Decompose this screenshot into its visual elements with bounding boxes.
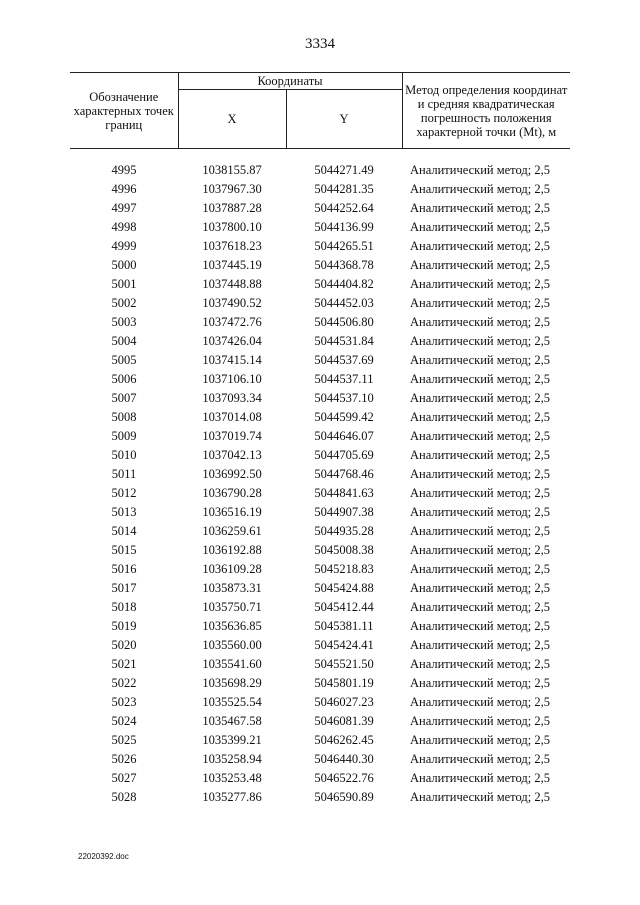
method-cell: Аналитический метод; 2,5 <box>410 334 550 348</box>
table-row <box>70 408 570 427</box>
point-id: 5003 <box>111 315 137 329</box>
y-coordinate: 5044537.69 <box>314 353 374 367</box>
y-coordinate: 5044935.28 <box>314 524 374 538</box>
table-row <box>70 149 570 181</box>
table-row <box>70 693 570 712</box>
method-cell: Аналитический метод; 2,5 <box>410 790 550 804</box>
x-coordinate: 1037042.13 <box>202 448 262 462</box>
x-coordinate: 1035258.94 <box>202 752 262 766</box>
method-cell: Аналитический метод; 2,5 <box>410 695 550 709</box>
y-coordinate: 5045008.38 <box>314 543 374 557</box>
x-coordinate: 1037426.04 <box>202 334 262 348</box>
point-id: 5025 <box>111 733 137 747</box>
y-coordinate: 5044252.64 <box>314 201 374 215</box>
table-row <box>70 750 570 769</box>
point-id: 4995 <box>111 163 137 177</box>
method-cell: Аналитический метод; 2,5 <box>410 467 550 481</box>
point-id: 5004 <box>111 334 137 348</box>
method-cell: Аналитический метод; 2,5 <box>410 505 550 519</box>
x-coordinate: 1035636.85 <box>202 619 262 633</box>
page-number: 3334 <box>305 36 335 52</box>
method-cell: Аналитический метод; 2,5 <box>410 638 550 652</box>
point-id: 5027 <box>111 771 137 785</box>
table-row <box>70 389 570 408</box>
table-row <box>70 313 570 332</box>
x-coordinate: 1036790.28 <box>202 486 262 500</box>
y-coordinate: 5044705.69 <box>314 448 374 462</box>
x-coordinate: 1037472.76 <box>202 315 262 329</box>
y-coordinate: 5045521.50 <box>314 657 374 671</box>
method-cell: Аналитический метод; 2,5 <box>410 657 550 671</box>
y-coordinate: 5044404.82 <box>314 277 374 291</box>
y-coordinate: 5046027.23 <box>314 695 374 709</box>
table-row <box>70 598 570 617</box>
point-id: 4997 <box>111 201 137 215</box>
y-coordinate: 5044907.38 <box>314 505 374 519</box>
method-cell: Аналитический метод; 2,5 <box>410 372 550 386</box>
point-id: 5019 <box>111 619 137 633</box>
point-id: 5028 <box>111 790 137 804</box>
method-cell: Аналитический метод; 2,5 <box>410 429 550 443</box>
method-cell: Аналитический метод; 2,5 <box>410 296 550 310</box>
table-row <box>70 275 570 294</box>
x-coordinate: 1035698.29 <box>202 676 262 690</box>
x-coordinate: 1035525.54 <box>202 695 262 709</box>
y-coordinate: 5044452.03 <box>314 296 374 310</box>
table-header <box>70 73 570 149</box>
x-coordinate: 1035277.86 <box>202 790 262 804</box>
method-cell: Аналитический метод; 2,5 <box>410 524 550 538</box>
point-id: 5020 <box>111 638 137 652</box>
x-coordinate: 1036992.50 <box>202 467 262 481</box>
y-coordinate: 5046522.76 <box>314 771 374 785</box>
y-coordinate: 5044537.10 <box>314 391 374 405</box>
x-coordinate: 1036192.88 <box>202 543 262 557</box>
method-cell: Аналитический метод; 2,5 <box>410 201 550 215</box>
y-coordinate: 5045424.41 <box>314 638 374 652</box>
y-coordinate: 5044537.11 <box>314 372 374 386</box>
y-coordinate: 5045801.19 <box>314 676 374 690</box>
method-cell: Аналитический метод; 2,5 <box>410 239 550 253</box>
method-cell: Аналитический метод; 2,5 <box>410 733 550 747</box>
method-cell: Аналитический метод; 2,5 <box>410 600 550 614</box>
y-coordinate: 5044265.51 <box>314 239 374 253</box>
point-id: 5012 <box>111 486 137 500</box>
method-cell: Аналитический метод; 2,5 <box>410 771 550 785</box>
y-coordinate: 5045424.88 <box>314 581 374 595</box>
point-id: 5026 <box>111 752 137 766</box>
x-coordinate: 1035873.31 <box>202 581 262 595</box>
y-coordinate: 5045412.44 <box>314 600 374 614</box>
point-id: 5005 <box>111 353 137 367</box>
table-row <box>70 674 570 693</box>
method-cell: Аналитический метод; 2,5 <box>410 182 550 196</box>
footer-filename: 22020392.doc <box>78 852 129 861</box>
header-method: Метод определения координат и средняя квадратическая погрешность положения характерной точки (Mt), м <box>402 73 570 149</box>
x-coordinate: 1037019.74 <box>202 429 262 443</box>
point-id: 5009 <box>111 429 137 443</box>
y-coordinate: 5044599.42 <box>314 410 374 424</box>
x-coordinate: 1035467.58 <box>202 714 262 728</box>
y-coordinate: 5046590.89 <box>314 790 374 804</box>
table-row <box>70 370 570 389</box>
y-coordinate: 5044368.78 <box>314 258 374 272</box>
point-id: 5008 <box>111 410 137 424</box>
method-cell: Аналитический метод; 2,5 <box>410 448 550 462</box>
table-row <box>70 560 570 579</box>
table-row <box>70 503 570 522</box>
table-row <box>70 712 570 731</box>
point-id: 5001 <box>111 277 137 291</box>
method-cell: Аналитический метод; 2,5 <box>410 619 550 633</box>
point-id: 5010 <box>111 448 137 462</box>
x-coordinate: 1035399.21 <box>202 733 262 747</box>
point-id: 5014 <box>111 524 137 538</box>
point-id: 5007 <box>111 391 137 405</box>
table-row <box>70 617 570 636</box>
method-cell: Аналитический метод; 2,5 <box>410 258 550 272</box>
x-coordinate: 1035541.60 <box>202 657 262 671</box>
x-coordinate: 1037887.28 <box>202 201 262 215</box>
x-coordinate: 1037415.14 <box>202 353 262 367</box>
table-row <box>70 427 570 446</box>
table-row <box>70 769 570 788</box>
table-row <box>70 788 570 807</box>
x-coordinate: 1037967.30 <box>202 182 262 196</box>
method-cell: Аналитический метод; 2,5 <box>410 353 550 367</box>
point-id: 5017 <box>111 581 137 595</box>
table-row <box>70 332 570 351</box>
x-coordinate: 1036109.28 <box>202 562 262 576</box>
x-coordinate: 1037618.23 <box>202 239 262 253</box>
method-cell: Аналитический метод; 2,5 <box>410 581 550 595</box>
x-coordinate: 1038155.87 <box>202 163 262 177</box>
y-coordinate: 5044768.46 <box>314 467 374 481</box>
header-x: X <box>178 90 286 149</box>
table-row <box>70 731 570 750</box>
point-id: 5023 <box>111 695 137 709</box>
y-coordinate: 5044281.35 <box>314 182 374 196</box>
point-id: 5006 <box>111 372 137 386</box>
point-id: 4996 <box>111 182 137 196</box>
header-coordinates: Координаты <box>178 73 402 90</box>
method-cell: Аналитический метод; 2,5 <box>410 562 550 576</box>
method-cell: Аналитический метод; 2,5 <box>410 752 550 766</box>
y-coordinate: 5044506.80 <box>314 315 374 329</box>
table-row <box>70 465 570 484</box>
y-coordinate: 5044271.49 <box>314 163 374 177</box>
point-id: 4999 <box>111 239 137 253</box>
table-row <box>70 180 570 199</box>
y-coordinate: 5045381.11 <box>314 619 374 633</box>
x-coordinate: 1037800.10 <box>202 220 262 234</box>
x-coordinate: 1035253.48 <box>202 771 262 785</box>
x-coordinate: 1037014.08 <box>202 410 262 424</box>
table-row <box>70 218 570 237</box>
table-row <box>70 522 570 541</box>
point-id: 5000 <box>111 258 137 272</box>
x-coordinate: 1037106.10 <box>202 372 262 386</box>
point-id: 5016 <box>111 562 137 576</box>
y-coordinate: 5046262.45 <box>314 733 374 747</box>
method-cell: Аналитический метод; 2,5 <box>410 543 550 557</box>
table-row <box>70 256 570 275</box>
y-coordinate: 5044136.99 <box>314 220 374 234</box>
point-id: 5021 <box>111 657 137 671</box>
coordinates-table <box>70 72 570 807</box>
x-coordinate: 1035560.00 <box>202 638 262 652</box>
table-row <box>70 237 570 256</box>
method-cell: Аналитический метод; 2,5 <box>410 486 550 500</box>
point-id: 5002 <box>111 296 137 310</box>
y-coordinate: 5046440.30 <box>314 752 374 766</box>
point-id: 4998 <box>111 220 137 234</box>
point-id: 5011 <box>111 467 137 481</box>
point-id: 5013 <box>111 505 137 519</box>
y-coordinate: 5044531.84 <box>314 334 374 348</box>
method-cell: Аналитический метод; 2,5 <box>410 277 550 291</box>
header-y: Y <box>286 90 402 149</box>
table-row <box>70 541 570 560</box>
x-coordinate: 1037445.19 <box>202 258 262 272</box>
table-body <box>70 149 570 808</box>
y-coordinate: 5044841.63 <box>314 486 374 500</box>
method-cell: Аналитический метод; 2,5 <box>410 163 550 177</box>
point-id: 5018 <box>111 600 137 614</box>
table-row <box>70 579 570 598</box>
x-coordinate: 1036259.61 <box>202 524 262 538</box>
method-cell: Аналитический метод; 2,5 <box>410 410 550 424</box>
table-row <box>70 446 570 465</box>
point-id: 5024 <box>111 714 137 728</box>
x-coordinate: 1037093.34 <box>202 391 262 405</box>
method-cell: Аналитический метод; 2,5 <box>410 220 550 234</box>
table-row <box>70 484 570 503</box>
table-row <box>70 351 570 370</box>
x-coordinate: 1035750.71 <box>202 600 262 614</box>
header-designation: Обозначение характерных точек границ <box>70 73 178 149</box>
table-row <box>70 636 570 655</box>
x-coordinate: 1037448.88 <box>202 277 262 291</box>
method-cell: Аналитический метод; 2,5 <box>410 714 550 728</box>
y-coordinate: 5046081.39 <box>314 714 374 728</box>
y-coordinate: 5044646.07 <box>314 429 374 443</box>
table-row <box>70 199 570 218</box>
x-coordinate: 1037490.52 <box>202 296 262 310</box>
point-id: 5022 <box>111 676 137 690</box>
y-coordinate: 5045218.83 <box>314 562 374 576</box>
method-cell: Аналитический метод; 2,5 <box>410 391 550 405</box>
point-id: 5015 <box>111 543 137 557</box>
x-coordinate: 1036516.19 <box>202 505 262 519</box>
method-cell: Аналитический метод; 2,5 <box>410 676 550 690</box>
table-row <box>70 655 570 674</box>
method-cell: Аналитический метод; 2,5 <box>410 315 550 329</box>
table-row <box>70 294 570 313</box>
